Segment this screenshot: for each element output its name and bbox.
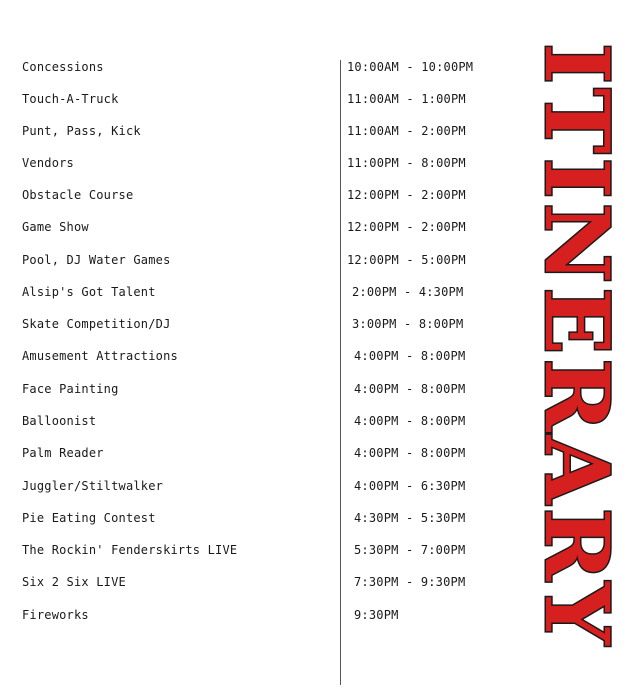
event-name: Skate Competition/DJ bbox=[22, 317, 171, 331]
event-time: 12:00PM - 2:00PM bbox=[347, 220, 466, 234]
itinerary-row bbox=[0, 475, 520, 497]
event-time: 4:00PM - 8:00PM bbox=[354, 446, 466, 460]
itinerary-row bbox=[0, 56, 520, 78]
event-name: Six 2 Six LIVE bbox=[22, 575, 126, 589]
itinerary-row bbox=[0, 184, 520, 206]
title-band bbox=[520, 0, 634, 692]
event-name: Concessions bbox=[22, 60, 104, 74]
event-time: 4:30PM - 5:30PM bbox=[354, 511, 466, 525]
event-time: 4:00PM - 8:00PM bbox=[354, 349, 466, 363]
itinerary-row bbox=[0, 120, 520, 142]
event-time: 3:00PM - 8:00PM bbox=[352, 317, 464, 331]
itinerary-row bbox=[0, 216, 520, 238]
itinerary-row bbox=[0, 152, 520, 174]
event-name: Juggler/Stiltwalker bbox=[22, 479, 164, 493]
event-time: 9:30PM bbox=[354, 608, 399, 622]
itinerary-title: ITINERARY bbox=[525, 43, 629, 649]
itinerary-row bbox=[0, 313, 520, 335]
event-time: 11:00AM - 2:00PM bbox=[347, 124, 466, 138]
event-name: Game Show bbox=[22, 220, 89, 234]
itinerary-row bbox=[0, 410, 520, 432]
event-name: Touch-A-Truck bbox=[22, 92, 119, 106]
itinerary-row bbox=[0, 249, 520, 271]
event-time: 10:00AM - 10:00PM bbox=[347, 60, 474, 74]
itinerary-row bbox=[0, 539, 520, 561]
event-name: Alsip's Got Talent bbox=[22, 285, 156, 299]
event-time: 11:00PM - 8:00PM bbox=[347, 156, 466, 170]
event-name: Vendors bbox=[22, 156, 74, 170]
itinerary-row bbox=[0, 507, 520, 529]
itinerary-row bbox=[0, 378, 520, 400]
itinerary-row bbox=[0, 88, 520, 110]
itinerary-row bbox=[0, 604, 520, 626]
event-name: Palm Reader bbox=[22, 446, 104, 460]
event-name: Fireworks bbox=[22, 608, 89, 622]
event-time: 4:00PM - 8:00PM bbox=[354, 414, 466, 428]
event-name: Pie Eating Contest bbox=[22, 511, 156, 525]
event-name: Obstacle Course bbox=[22, 188, 134, 202]
event-name: Face Painting bbox=[22, 382, 119, 396]
event-name: The Rockin' Fenderskirts LIVE bbox=[22, 543, 238, 557]
event-time: 12:00PM - 5:00PM bbox=[347, 253, 466, 267]
event-name: Balloonist bbox=[22, 414, 97, 428]
event-time: 4:00PM - 8:00PM bbox=[354, 382, 466, 396]
event-time: 11:00AM - 1:00PM bbox=[347, 92, 466, 106]
event-time: 7:30PM - 9:30PM bbox=[354, 575, 466, 589]
event-name: Pool, DJ Water Games bbox=[22, 253, 171, 267]
event-time: 4:00PM - 6:30PM bbox=[354, 479, 466, 493]
event-name: Amusement Attractions bbox=[22, 349, 178, 363]
event-time: 5:30PM - 7:00PM bbox=[354, 543, 466, 557]
event-name: Punt, Pass, Kick bbox=[22, 124, 141, 138]
itinerary-row bbox=[0, 345, 520, 367]
itinerary-row bbox=[0, 281, 520, 303]
event-time: 2:00PM - 4:30PM bbox=[352, 285, 464, 299]
event-time: 12:00PM - 2:00PM bbox=[347, 188, 466, 202]
itinerary-row bbox=[0, 442, 520, 464]
itinerary-row bbox=[0, 571, 520, 593]
